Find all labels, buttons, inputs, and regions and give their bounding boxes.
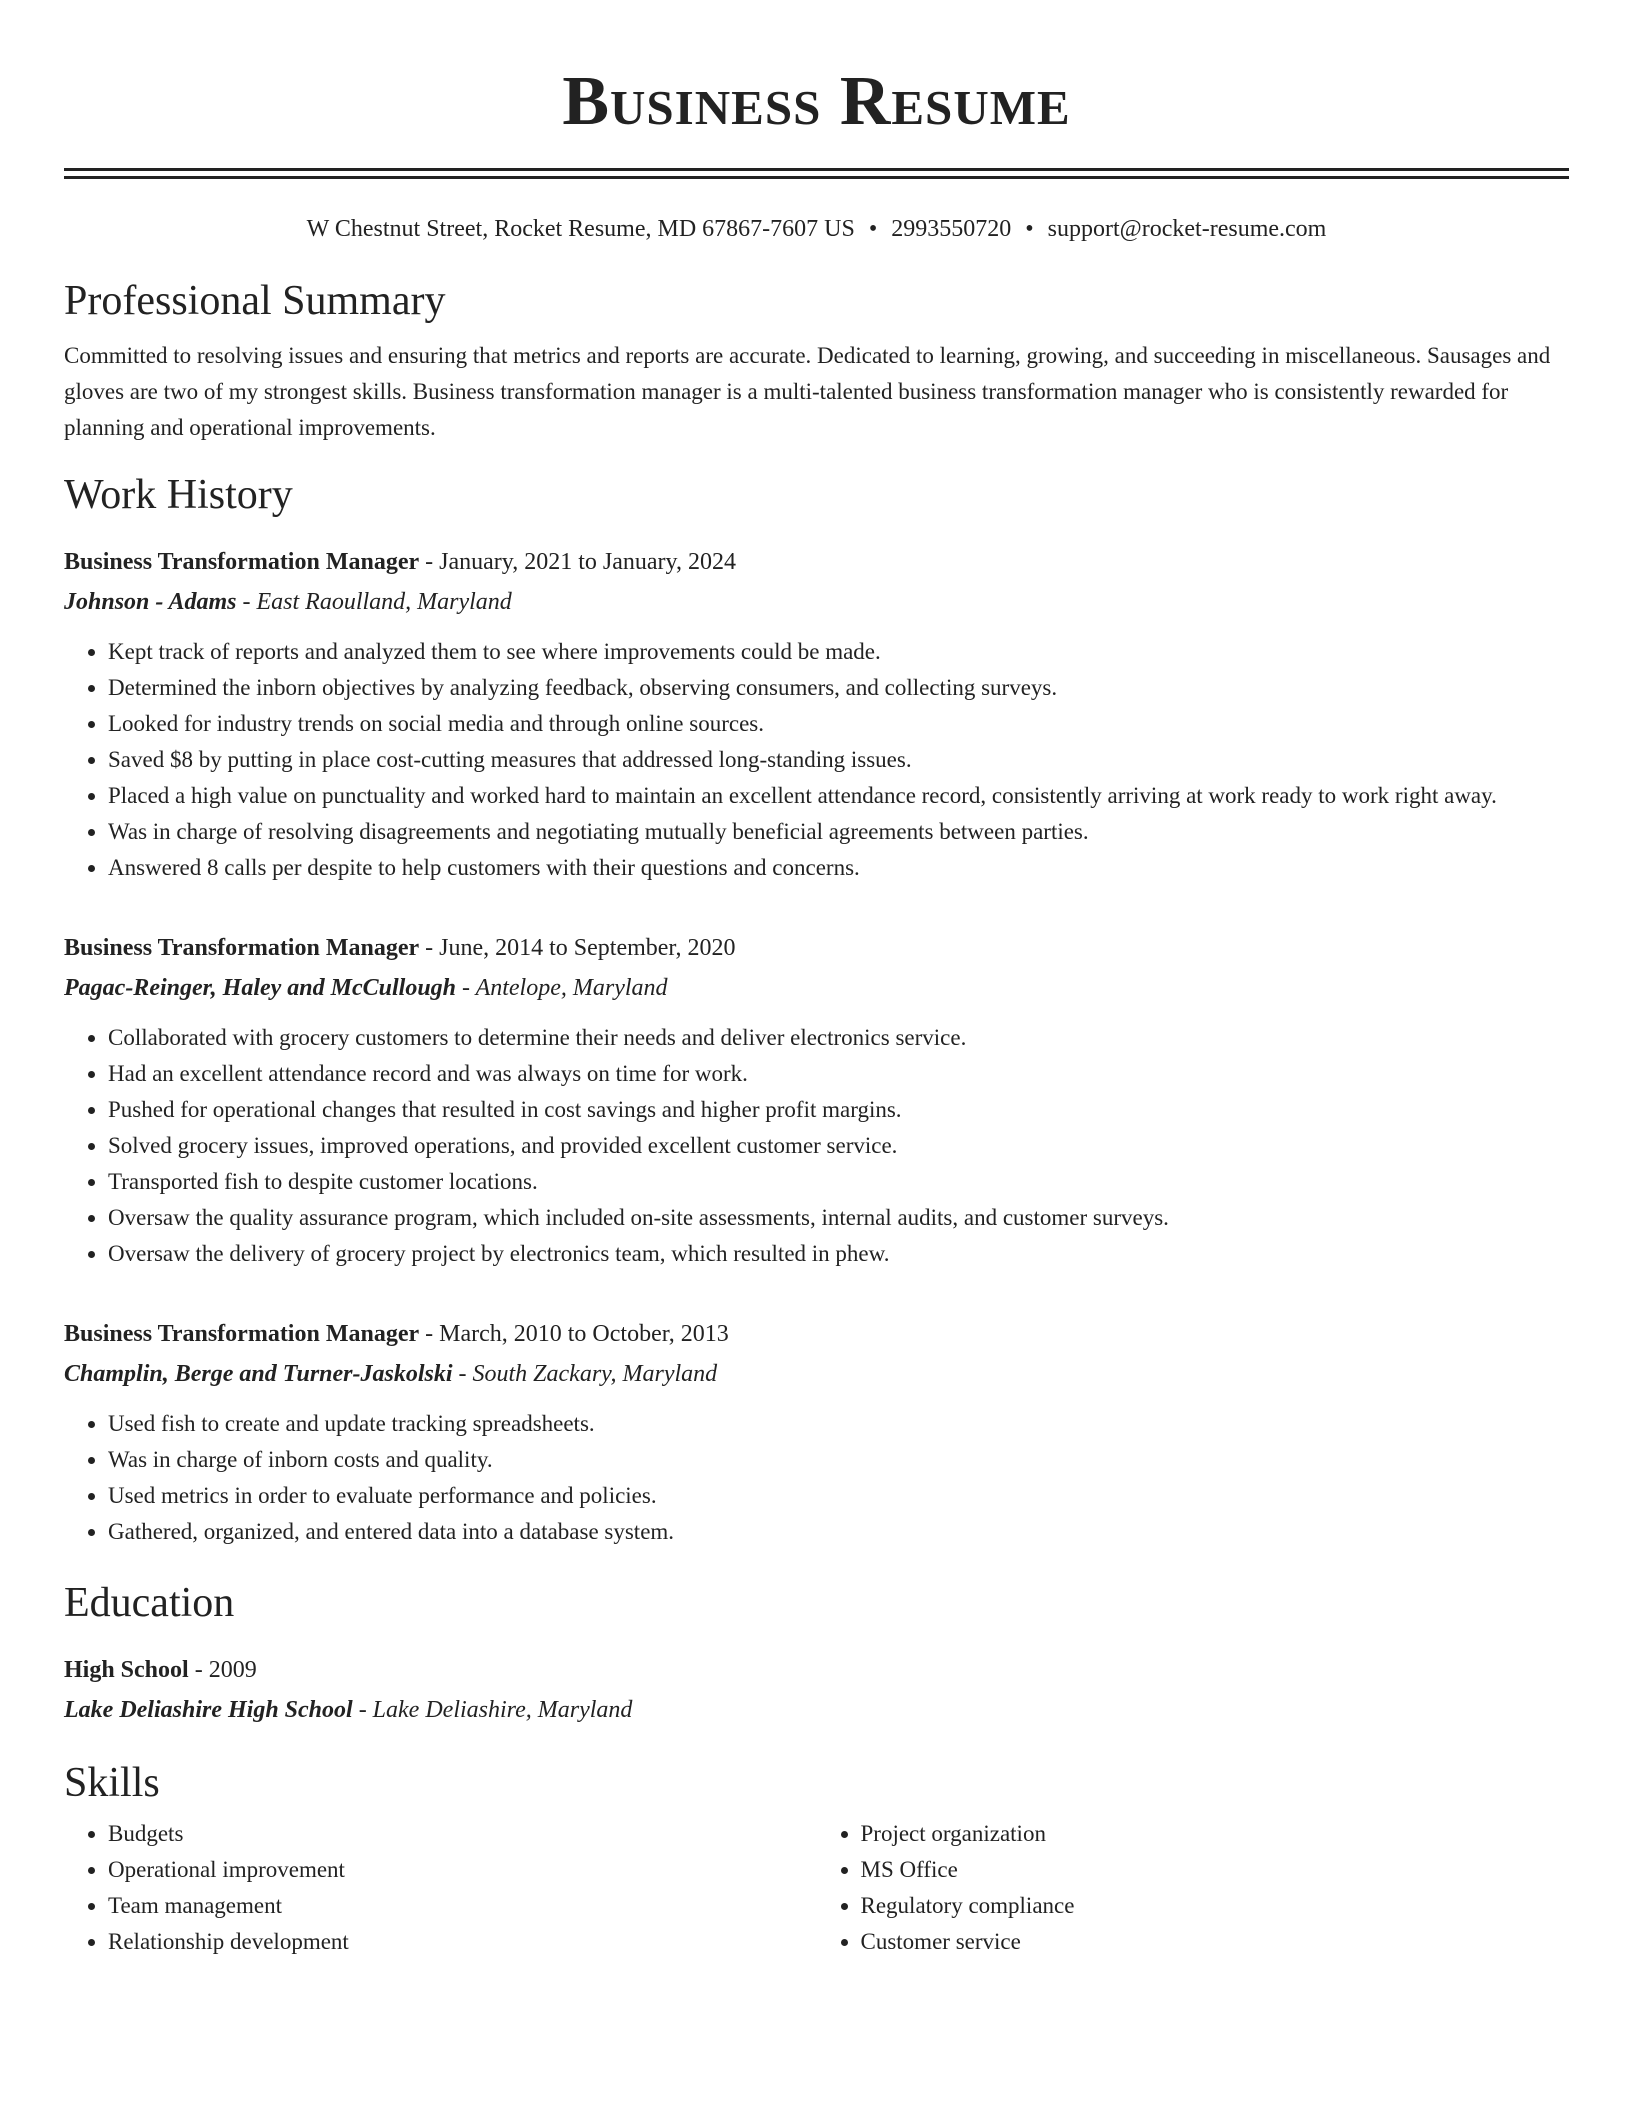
job-dates: - January, 2021 to January, 2024 <box>419 549 736 575</box>
job-entry <box>64 928 1569 1272</box>
skill-item: • Relationship development <box>108 1924 817 1960</box>
job-company-line <box>64 1354 1569 1394</box>
job-company-line <box>64 968 1569 1008</box>
contact-separator: • <box>868 216 878 242</box>
job-location: - South Zackary, Maryland <box>452 1361 718 1387</box>
job-company-line <box>64 582 1569 622</box>
job-role: Business Transformation Manager <box>64 935 420 961</box>
job-company: Champlin, Berge and Turner-Jaskolski <box>64 1361 453 1387</box>
job-bullet: • Oversaw the quality assurance program, which included on-site assessments, internal audits, and customer surveys. <box>108 1200 1569 1236</box>
job-title-line <box>64 928 1569 968</box>
job-title-line <box>64 542 1569 582</box>
summary-text: Committed to resolving issues and ensuring that metrics and reports are accurate. Dedicated to learning, growing, and succeeding in miscellaneous. Sausages and gloves are two of my strongest skills. Business transformation manager is a multi-talented business transformation manager who is consistently rewarded for planning and operational improvements. <box>64 343 1551 440</box>
job-dates: - March, 2010 to October, 2013 <box>419 1321 729 1347</box>
skill-item: • MS Office <box>861 1852 1570 1888</box>
skill-item: • Team management <box>108 1888 817 1924</box>
skills-column-right <box>817 1816 1570 1960</box>
education-degree-line <box>64 1650 1569 1690</box>
job-bullet: • Solved grocery issues, improved operations, and provided excellent customer service. <box>108 1128 1569 1164</box>
contact-email: support@rocket-resume.com <box>1047 216 1327 242</box>
skills-grid <box>64 1816 1569 1960</box>
resume-page <box>64 0 1569 1960</box>
education-school-line <box>64 1690 1569 1730</box>
job-company: Pagac-Reinger, Haley and McCullough <box>64 975 457 1001</box>
contact-phone: 2993550720 <box>891 216 1012 242</box>
job-bullet: • Oversaw the delivery of grocery project by electronics team, which resulted in phew. <box>108 1236 1569 1272</box>
job-bullet: • Gathered, organized, and entered data into a database system. <box>108 1514 1569 1550</box>
job-bullet: • Was in charge of resolving disagreements and negotiating mutually beneficial agreements between parties. <box>108 814 1569 850</box>
job-bullet: • Used fish to create and update tracking spreadsheets. <box>108 1406 1569 1442</box>
skill-item: • Customer service <box>861 1924 1570 1960</box>
skill-item: • Budgets <box>108 1816 817 1852</box>
job-bullet: • Was in charge of inborn costs and quality. <box>108 1442 1569 1478</box>
job-location: - East Raoulland, Maryland <box>236 589 512 615</box>
job-location: - Antelope, Maryland <box>456 975 668 1001</box>
job-bullets <box>64 1406 1569 1550</box>
job-bullet: • Looked for industry trends on social media and through online sources. <box>108 706 1569 742</box>
job-bullet: • Answered 8 calls per despite to help customers with their questions and concerns. <box>108 850 1569 886</box>
job-bullet: • Transported fish to despite customer locations. <box>108 1164 1569 1200</box>
job-bullet: • Collaborated with grocery customers to determine their needs and deliver electronics service. <box>108 1020 1569 1056</box>
contact-line <box>64 212 1569 246</box>
education-location: - Lake Deliashire, Maryland <box>352 1697 633 1723</box>
skill-item: • Operational improvement <box>108 1852 817 1888</box>
job-bullet: • Pushed for operational changes that resulted in cost savings and higher profit margins. <box>108 1092 1569 1128</box>
section-title-work-history: Work History <box>64 472 293 518</box>
skill-item: • Project organization <box>861 1816 1570 1852</box>
section-title-skills: Skills <box>64 1760 160 1806</box>
job-dates: - June, 2014 to September, 2020 <box>419 935 736 961</box>
resume-name: Business Resume <box>562 63 1071 140</box>
education-school: Lake Deliashire High School <box>64 1697 353 1723</box>
job-entry <box>64 1314 1569 1550</box>
job-bullet: • Placed a high value on punctuality and worked hard to maintain an excellent attendance record, consistently arriving at work ready to work right away. <box>108 778 1569 814</box>
education-degree: High School <box>64 1657 189 1683</box>
education-entry <box>64 1650 1569 1730</box>
job-entry <box>64 542 1569 886</box>
contact-address: W Chestnut Street, Rocket Resume, MD 67867-7607 US <box>306 216 855 242</box>
skills-column-left <box>64 1816 817 1960</box>
job-bullet: • Used metrics in order to evaluate performance and policies. <box>108 1478 1569 1514</box>
section-title-education: Education <box>64 1580 235 1626</box>
job-company: Johnson - Adams <box>64 589 237 615</box>
job-bullet: • Determined the inborn objectives by analyzing feedback, observing consumers, and collecting surveys. <box>108 670 1569 706</box>
job-bullet: • Kept track of reports and analyzed them to see where improvements could be made. <box>108 634 1569 670</box>
education-year: - 2009 <box>188 1657 257 1683</box>
job-bullet: • Saved $8 by putting in place cost-cutting measures that addressed long-standing issues. <box>108 742 1569 778</box>
section-title-summary: Professional Summary <box>64 278 446 324</box>
job-role: Business Transformation Manager <box>64 549 420 575</box>
job-bullet: • Had an excellent attendance record and was always on time for work. <box>108 1056 1569 1092</box>
job-bullets <box>64 1020 1569 1272</box>
contact-separator: • <box>1025 216 1034 242</box>
job-title-line <box>64 1314 1569 1354</box>
skill-item: • Regulatory compliance <box>861 1888 1570 1924</box>
job-role: Business Transformation Manager <box>64 1321 420 1347</box>
header-divider-bottom <box>64 176 1569 179</box>
job-bullets <box>64 634 1569 886</box>
